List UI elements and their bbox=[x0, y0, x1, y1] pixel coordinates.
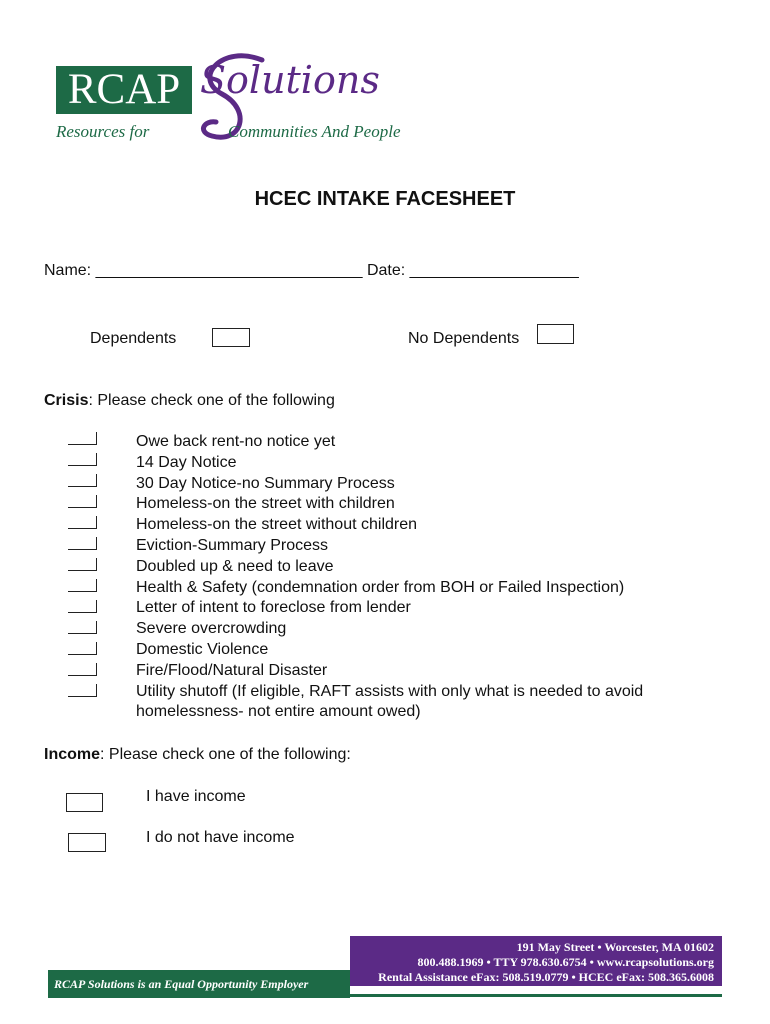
have-income-label: I have income bbox=[146, 788, 246, 805]
crisis-checkbox[interactable] bbox=[68, 558, 97, 571]
footer-phones: 800.488.1969 • TTY 978.630.6754 • www.rcapsolutions.org bbox=[417, 955, 714, 969]
page-title: HCEC INTAKE FACESHEET bbox=[254, 188, 516, 210]
crisis-item: Homeless-on the street without children bbox=[136, 516, 418, 534]
income-heading-line bbox=[44, 746, 351, 764]
income-heading: Income bbox=[44, 746, 101, 763]
no-dependents-checkbox[interactable] bbox=[537, 324, 574, 344]
have-income-checkbox[interactable] bbox=[66, 793, 103, 812]
name-date-line[interactable]: Name: ______________________________ Date: ___________________ bbox=[44, 262, 579, 279]
crisis-item: Owe back rent-no notice yet bbox=[136, 433, 336, 450]
crisis-item: Fire/Flood/Natural Disaster bbox=[136, 661, 328, 679]
logo-tagline-right: Communities And People bbox=[228, 122, 401, 141]
crisis-checkbox[interactable] bbox=[68, 516, 97, 529]
crisis-checkbox[interactable] bbox=[68, 600, 97, 613]
crisis-item: Health & Safety (condemnation order from BOH or Failed Inspection) bbox=[136, 578, 625, 596]
logo-solutions: Solutions bbox=[200, 58, 380, 102]
crisis-checkbox[interactable] bbox=[68, 579, 97, 592]
crisis-item: Eviction-Summary Process bbox=[136, 536, 329, 554]
crisis-item: Utility shutoff (If eligible, RAFT assists with only what is needed to avoid bbox=[136, 682, 644, 700]
crisis-checkbox[interactable] bbox=[68, 453, 97, 466]
crisis-checkbox[interactable] bbox=[68, 537, 97, 550]
footer-address: 191 May Street • Worcester, MA 01602 bbox=[516, 940, 714, 954]
footer-fax: Rental Assistance eFax: 508.519.0779 • HCEC eFax: 508.365.6008 bbox=[378, 970, 714, 984]
crisis-item: Doubled up & need to leave bbox=[136, 557, 334, 575]
crisis-checkbox[interactable] bbox=[68, 621, 97, 634]
income-prompt: : Please check one of the following: bbox=[100, 746, 351, 763]
crisis-prompt: : Please check one of the following bbox=[88, 392, 335, 409]
dependents-checkbox[interactable] bbox=[212, 328, 250, 347]
crisis-list bbox=[136, 432, 643, 723]
footer-equal-opportunity: RCAP Solutions is an Equal Opportunity Employer bbox=[48, 970, 350, 998]
crisis-heading-line bbox=[44, 392, 335, 410]
crisis-item: 30 Day Notice-no Summary Process bbox=[136, 474, 395, 492]
crisis-checkbox[interactable] bbox=[68, 684, 97, 697]
crisis-item: homelessness- not entire amount owed) bbox=[136, 703, 421, 721]
dependents-label: Dependents bbox=[90, 330, 177, 347]
crisis-checkbox[interactable] bbox=[68, 474, 97, 487]
logo-rcap: RCAP bbox=[56, 66, 192, 114]
crisis-checkbox[interactable] bbox=[68, 663, 97, 676]
no-income-label: I do not have income bbox=[146, 829, 295, 846]
no-dependents-label: No Dependents bbox=[408, 330, 520, 347]
crisis-item: Severe overcrowding bbox=[136, 620, 287, 638]
crisis-item: 14 Day Notice bbox=[136, 453, 237, 471]
no-income-checkbox[interactable] bbox=[68, 833, 106, 852]
crisis-checkbox[interactable] bbox=[68, 432, 97, 445]
rcap-solutions-logo bbox=[52, 48, 424, 148]
footer-contact-bar bbox=[350, 936, 722, 986]
crisis-checkbox[interactable] bbox=[68, 495, 97, 508]
crisis-item: Letter of intent to foreclose from lender bbox=[136, 599, 411, 617]
crisis-heading: Crisis bbox=[44, 392, 89, 409]
crisis-checkbox[interactable] bbox=[68, 642, 97, 655]
footer-divider bbox=[48, 994, 722, 997]
crisis-item: Homeless-on the street with children bbox=[136, 495, 395, 513]
logo-tagline-left: Resources for bbox=[56, 122, 150, 141]
crisis-item: Domestic Violence bbox=[136, 640, 269, 658]
